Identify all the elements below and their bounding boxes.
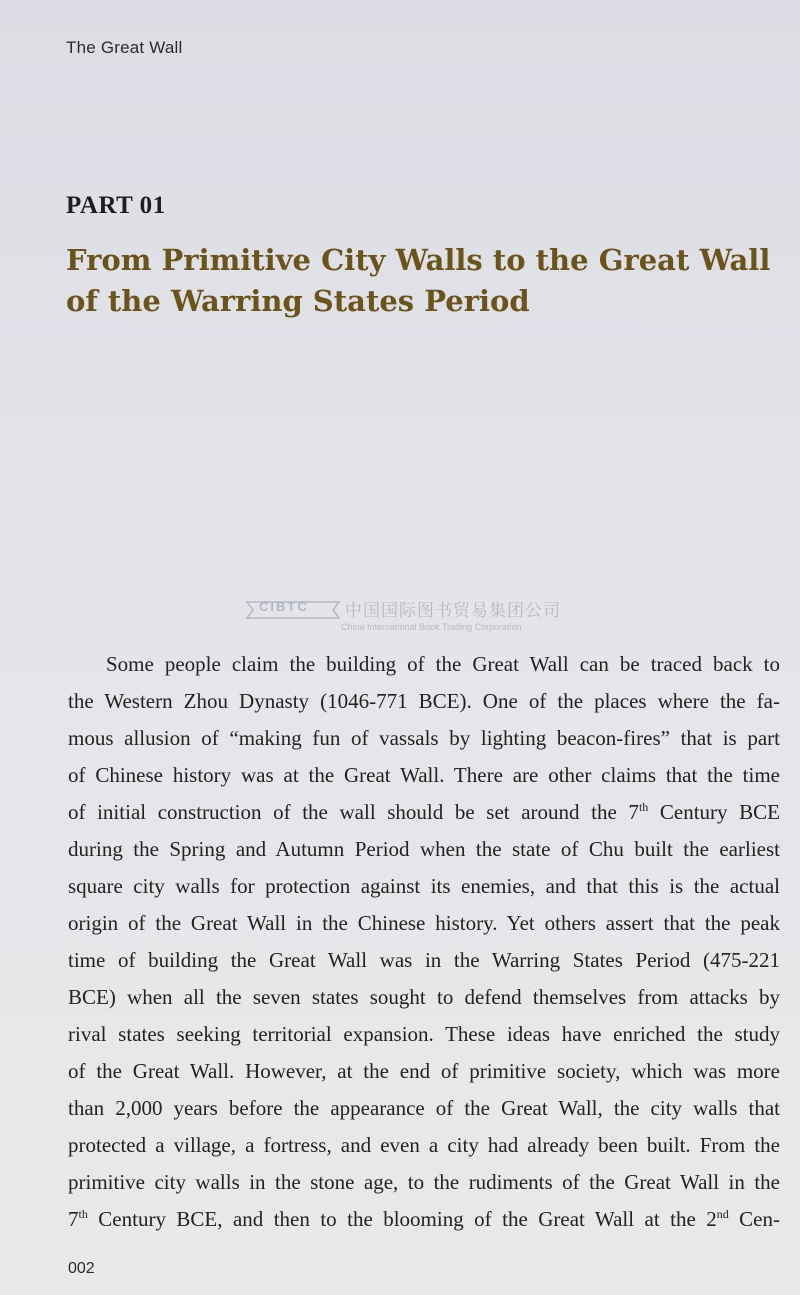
- running-head: The Great Wall: [66, 38, 183, 57]
- body-line: than 2,000 years before the appearance of the Great Wall, the city walls that: [68, 1096, 780, 1120]
- body-line: protected a village, a fortress, and even a city had already been built. From the: [68, 1133, 780, 1157]
- body-line: 7th Century BCE, and then to the blooming of the Great Wall at the 2nd Cen-: [68, 1207, 780, 1231]
- body-line: of initial construction of the wall should be set around the 7th Century BCE: [68, 800, 780, 824]
- watermark-logo-text: CIBTC: [259, 599, 309, 614]
- body-line: mous allusion of “making fun of vassals by lighting beacon-fires” that is part: [68, 726, 780, 750]
- body-line: square city walls for protection against its enemies, and that this is the actual: [68, 874, 780, 898]
- body-line: origin of the Great Wall in the Chinese history. Yet others assert that the peak: [68, 911, 780, 935]
- body-line: the Western Zhou Dynasty (1046-771 BCE). One of the places where the fa-: [68, 689, 780, 713]
- page-number: 002: [68, 1260, 95, 1277]
- watermark-name-cn: 中国国际图书贸易集团公司: [345, 601, 561, 621]
- chapter-title: From Primitive City Walls to the Great Wall of the Warring States Period: [66, 243, 771, 318]
- body-line: time of building the Great Wall was in the Warring States Period (475-221: [68, 948, 780, 972]
- watermark: [245, 596, 565, 636]
- body-line: of Chinese history was at the Great Wall. There are other claims that the time: [68, 763, 780, 787]
- body-line: BCE) when all the seven states sought to defend themselves from attacks by: [68, 985, 780, 1009]
- part-label: PART 01: [66, 192, 166, 219]
- body-paragraph: [68, 646, 780, 1238]
- body-line: Some people claim the building of the Great Wall can be traced back to: [106, 652, 780, 676]
- body-line: rival states seeking territorial expansion. These ideas have enriched the study: [68, 1022, 780, 1046]
- watermark-name-en: China International Book Trading Corporation: [341, 622, 522, 632]
- body-line: during the Spring and Autumn Period when the state of Chu built the earliest: [68, 837, 780, 861]
- body-line: of the Great Wall. However, at the end of primitive society, which was more: [68, 1059, 780, 1083]
- body-line: primitive city walls in the stone age, to the rudiments of the Great Wall in the: [68, 1170, 780, 1194]
